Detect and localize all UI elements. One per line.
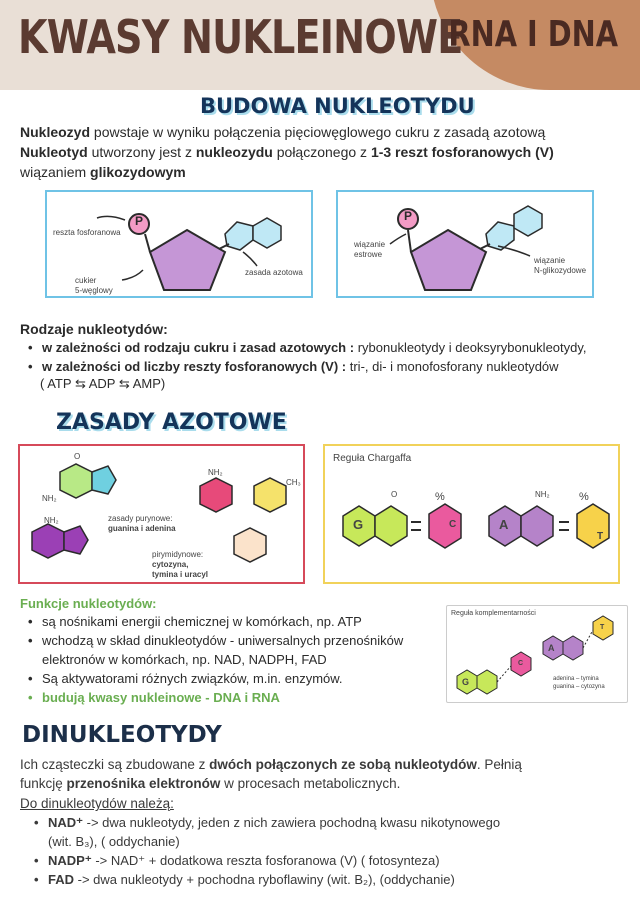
nucleotide-diagram-1 [45,190,313,298]
compl-c: C [518,660,524,667]
list-item-continuation: elektronów w komórkach, np. NAD, NADPH, FAD [42,652,327,667]
label-pyrimidines-2: cytozyna, [152,560,189,569]
term-nukleozyd: Nukleozyd [20,124,91,140]
compl-title: Reguła komplementarności [451,610,536,617]
budowa-line-3: wiązaniem glikozydowym [20,164,186,180]
list-item: • są nośnikami energii chemicznej w komórkach, np. ATP [24,612,444,631]
complementarity-box [446,605,628,703]
funkcje-list [24,612,444,707]
funkcje-title: Funkcje nukleotydów: [20,596,157,611]
phosphate-letter-2: P [404,209,413,223]
label-glycosidic-bond-2: N-glikozydowe [534,266,587,275]
list-item: • wchodzą w skład dinukleotydów - uniwersalnych przenośników [24,631,444,650]
list-item: • Są aktywatorami różnych związków, m.in. enzymów. [24,669,444,688]
label-purines-2: guanina i adenina [108,524,176,533]
rodzaje-list [24,338,634,376]
compl-pair-1: adenina – tymina [553,676,599,682]
label-pyrimidines-3: tymina i uracyl [152,570,209,579]
label-purines-1: zasady purynowe: [108,514,173,523]
equilibrium-arrow-icon: ⇆ [118,376,130,391]
label-nitrogen-base: zasada azotowa [245,268,303,277]
label-pyrimidines-1: pirymidynowe: [152,550,204,559]
list-item: • NAD⁺ -> dwa nukleotydy, jeden z nich zawiera pochodną kwasu nikotynowego [30,813,630,832]
label-ester-bond-2: estrowe [354,250,383,259]
list-item: • NADP⁺ -> NAD⁺ + dodatkowa reszta fosforanowa (V) ( fotosynteza) [30,851,630,870]
atp-adp-amp: ( ATP ⇆ ADP ⇆ AMP) [40,376,166,391]
compl-a: A [548,643,555,653]
page-title: KWASY NUKLEINOWE [18,10,463,64]
section-title-budowa: BUDOWA NUKLEOTYDU [200,94,475,118]
label-sugar-1: cukier [75,276,97,285]
nitrogen-bases-box [18,444,305,584]
compl-g: G [462,677,470,687]
chem-label-ch3: CH₃ [286,478,301,487]
rodzaje-title: Rodzaje nukleotydów: [20,321,168,337]
percent-sign: % [579,491,589,503]
budowa-line-1: Nukleozyd powstaje w wyniku połączenia pięciowęglowego cukru z zasadą azotową [20,124,546,140]
equilibrium-arrow-icon: ⇆ [74,376,86,391]
chargaff-g: G [353,517,364,532]
chargaff-t: T [597,531,604,542]
chargaff-title: Reguła Chargaffa [333,453,412,464]
chem-label-nh2: NH₂ [208,468,223,477]
list-item: • w zależności od rodzaju cukru i zasad azotowych : rybonukleotydy i deoksyrybonukleotydy, [24,338,634,357]
label-ester-bond-1: wiązanie [354,240,386,249]
dinukleotydy-p3: Do dinukleotydów należą: [20,796,174,811]
percent-sign: % [435,491,445,503]
chem-label-o: O [74,452,81,461]
chem-label-nh2: NH₂ [42,494,57,503]
chargaff-drawing [325,446,618,582]
budowa-line-2: Nukleotyd utworzony jest z nukleozydu połączonego z 1-3 reszt fosforanowych (V) [20,144,554,160]
chem-label-nh2: NH₂ [535,490,550,499]
term-nukleotyd: Nukleotyd [20,144,88,160]
list-item-continuation: (wit. B₃), ( oddychanie) [48,834,180,849]
label-sugar-2: 5-węglowy [75,286,113,295]
phosphate-letter: P [135,214,144,228]
list-item: • w zależności od liczby reszty fosforanowych (V) : tri-, di- i monofosforany nukleotydów [24,357,634,376]
section-title-zasady: ZASADY AZOTOWE [56,410,287,435]
list-item: • budują kwasy nukleinowe - DNA i RNA [24,688,444,707]
chargaff-a: A [499,517,509,532]
chargaff-rule-box [323,444,620,584]
list-item: • FAD -> dwa nukleotydy + pochodna ryboflawiny (wit. B₂), (oddychanie) [30,870,630,889]
chargaff-c: C [449,519,457,530]
dinukleotydy-list [30,813,630,889]
label-glycosidic-bond-1: wiązanie [534,256,566,265]
chem-label-nh2: NH₂ [44,516,59,525]
section-title-dinukleotydy: DINUKLEOTYDY [22,722,222,748]
nucleotide-diagram-2 [336,190,594,298]
dinukleotydy-p1: Ich cząsteczki są zbudowane z dwóch połączonych ze sobą nukleotydów. Pełnią [20,757,522,772]
dinukleotydy-p2: funkcję przenośnika elektronów w procesach metabolicznych. [20,776,401,791]
label-phosphate-group: reszta fosforanowa [53,228,121,237]
compl-pair-2: guanina – cytozyna [553,684,605,690]
page-subtitle: RNA I DNA [448,14,618,55]
chem-label-o: O [391,490,398,499]
compl-t: T [600,624,605,631]
